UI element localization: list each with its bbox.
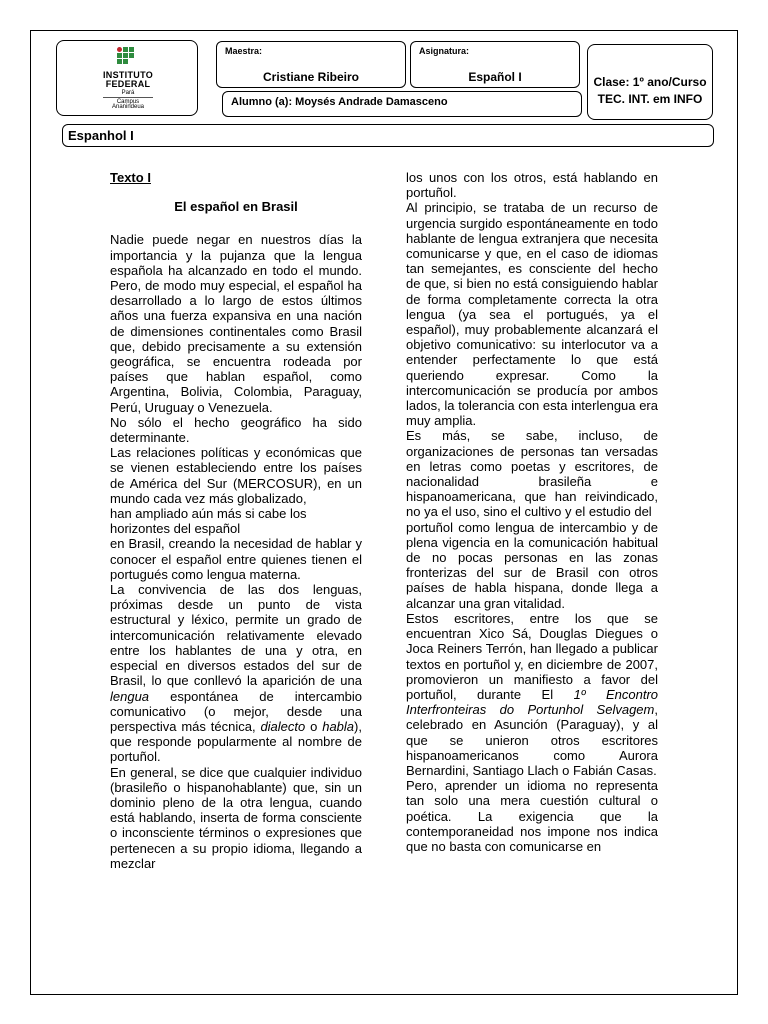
subject-bar (62, 124, 714, 147)
alumno-field (222, 91, 582, 117)
paragraph: Nadie puede negar en nuestros días la importancia y la pujanza que la lengua española ha alcanzado en todo el mundo. Pero, de modo muy especial, el español ha desarrollado a lo largo de estos últimos años una fuerza expansiva en una nación de dimensiones continentales como Brasil que, debido precisamente a su extensión geográfica, se encuentra rodeada por países que hablan español, como Argentina, Bolivia, Colombia, Paraguay, Perú, Uruguay o Venezuela. (110, 232, 362, 415)
paragraph: en Brasil, creando la necesidad de hablar y conocer el español entre quienes tienen el portugués como lengua materna. (110, 536, 362, 582)
clase-line-1: Clase: 1º ano/Curso (593, 75, 707, 89)
logo-line-2: FEDERAL (105, 79, 151, 89)
maestra-field (216, 41, 406, 88)
paragraph: La convivencia de las dos lenguas, próximas desde un punto de vista estructural y léxico, permite un grado de intercomunicación relativamente elevado entre los hablantes de una y otra, en especial en diversos estados del sur de Brasil, lo que conllevó la aparición de una lengua espontánea de intercambio comunicativo (o mejor, desde una perspectiva más técnica, dialecto o habla), que responde popularmente al nombre de portuñol. (110, 582, 362, 765)
asignatura-field (410, 41, 580, 88)
text-title: El español en Brasil (174, 199, 298, 215)
logo-line-4: Campus (103, 97, 153, 105)
institution-logo-box (56, 40, 198, 116)
paragraph: Pero, aprender un idioma no representa tan solo una mera cuestión cultural o poética. La exigencia que la contemporaneidad nos impone nos indica que no basta con comunicarse en (406, 778, 658, 854)
asignatura-value: Español I (468, 70, 522, 84)
text-column-left (110, 170, 362, 871)
maestra-label: Maestra: (225, 46, 263, 56)
text-column-right (406, 170, 658, 854)
clase-field (587, 44, 713, 120)
paragraph: Las relaciones políticas y económicas que se vienen estableciendo entre los países de América del Sur (MERCOSUR), en un mundo cada vez más globalizado, (110, 445, 362, 506)
paragraph: En general, se dice que cualquier individuo (brasileño o hispanohablante) que, sin un dominio pleno de la otra lengua, cuando está hablando, inserta de forma consciente o inconsciente términos o expresiones que pertenecen a su propio idioma, llegando a mezclar (110, 764, 362, 871)
paragraph: Es más, se sabe, incluso, de organizaciones de personas tan versadas en letras como poetas y escritores, de nacionalidad brasileña e hispanoamericana, que han reivindicado, no ya el uso, sino el cultivo y el estudio del (406, 428, 658, 520)
maestra-value: Cristiane Ribeiro (262, 70, 360, 84)
logo-grid-icon (117, 47, 139, 67)
paragraph: Estos escritores, entre los que se encuentran Xico Sá, Douglas Diegues o Joca Reiners Terrón, han llegado a publicar textos en portuñol y, en diciembre de 2007, promovieron un manifiesto a favor del portuñol, durante El 1º Encontro Interfronteiras do Portunhol Selvagem, celebrado en Asunción (Paraguay), y al que se unieron otros escritores hispanoamericanos como Aurora Bernardini, Santiago Llach o Fabián Casas. (406, 610, 659, 778)
paragraph: Al principio, se trataba de un recurso de urgencia surgido espontáneamente en todo hablante de lengua extranjera que necesita comunicarse y que, en el caso de idiomas tan semejantes, es consciente del hecho de que, si bien no está consiguiendo hablar de forma completamente correcta la otra lengua (ya sea el portugués, ya el español), muy probablemente alcanzará el objetivo comunicativo: su interlocutor va a entender perfectamente lo que está queriendo expresar. Como la intercomunicación se producía por ambos lados, la tolerancia con esta interlengua era muy amplia. (406, 200, 658, 429)
clase-line-2: TEC. INT. em INFO (597, 92, 703, 106)
asignatura-label: Asignatura: (419, 46, 470, 56)
alumno-value: Alumno (a): Moysés Andrade Damasceno (231, 96, 448, 108)
logo-line-1: INSTITUTO (102, 70, 154, 80)
text-label: Texto I (110, 170, 151, 185)
logo-line-3: Pará (121, 90, 135, 96)
subject-title: Espanhol I (68, 128, 134, 143)
instituto-federal-logo (83, 47, 173, 111)
paragraph: portuñol como lengua de intercambio y de plena vigencia en la comunicación habitual de no pocas personas en las zonas fronterizas del sur de Brasil con otros países de habla hispana, donde llega a alcanzar una gran vitalidad. (406, 519, 658, 611)
paragraph: los unos con los otros, está hablando en portuñol. (406, 170, 658, 201)
paragraph: han ampliado aún más si cabe los horizontes del español (110, 506, 307, 537)
logo-line-5: Ananindeua (111, 104, 145, 110)
paragraph: No sólo el hecho geográfico ha sido determinante. (110, 414, 362, 446)
